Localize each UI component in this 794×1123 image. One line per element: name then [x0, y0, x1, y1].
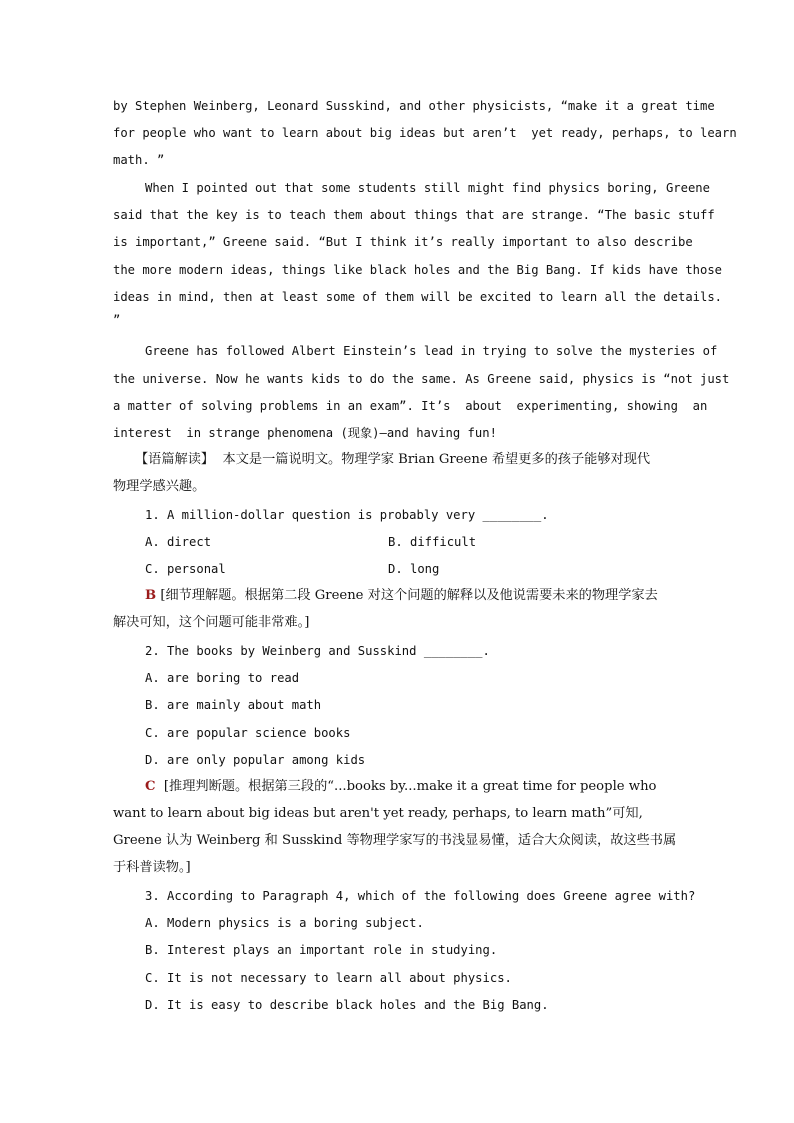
explanation-text: 于科普读物。] [113, 860, 191, 875]
passage-line: the universe. Now he wants kids to do the same. As Greene said, physics is “not just [113, 372, 730, 386]
passage-line: ” [113, 313, 121, 327]
passage-line: a matter of solving problems in an exam”. It’s about experimenting, showing an [113, 399, 708, 413]
answer-explanation [145, 588, 681, 604]
option-c: C. personal [145, 562, 226, 576]
option-d: D. It is easy to describe black holes and the Big Bang. [145, 998, 549, 1012]
option-b: B. Interest plays an important role in studying. [145, 943, 498, 957]
passage-line: the more modern ideas, things like black holes and the Big Bang. If kids have those [113, 263, 723, 277]
option-b: B. difficult [388, 535, 477, 549]
question-stem: 2. The books by Weinberg and Susskind ________. [145, 644, 490, 658]
option-d: D. are only popular among kids [145, 753, 366, 767]
option-b: B. are mainly about math [145, 698, 322, 712]
option-a: A. are boring to read [145, 671, 300, 685]
option-c: C. are popular science books [145, 726, 351, 740]
question-stem: 1. A million-dollar question is probably very ________. [145, 508, 549, 522]
passage-line: interest in strange phenomena (现象)—and having fun! [113, 426, 497, 440]
analysis-text: 物理学感兴趣。 [113, 479, 206, 494]
explanation-text: 解决可知，这个问题可能非常难。] [113, 615, 310, 630]
answer-explanation [145, 779, 681, 795]
passage-line: ideas in mind, then at least some of them will be excited to learn all the details. [113, 290, 723, 304]
option-c: C. It is not necessary to learn all about physics. [145, 971, 512, 985]
answer-letter: B [145, 588, 157, 603]
question-stem: 3. According to Paragraph 4, which of the following does Greene agree with? [145, 889, 696, 903]
option-a: A. Modern physics is a boring subject. [145, 916, 424, 930]
passage-line: math. ” [113, 153, 165, 167]
explanation-text: Greene 认为 Weinberg 和 Susskind 等物理学家写的书浅显易懂，适合大众阅读，故这些书属 [113, 833, 677, 848]
answer-letter: C [145, 779, 156, 794]
passage-line: by Stephen Weinberg, Leonard Susskind, and other physicists, “make it a great time [113, 99, 715, 113]
explanation-text: [推理判断题。根据第三段的“...books by...make it a great time for people who [155, 779, 657, 794]
option-a: A. direct [145, 535, 212, 549]
explanation-text: want to learn about big ideas but aren't yet ready, perhaps, to learn math”可知, [113, 806, 643, 821]
option-d: D. long [388, 562, 440, 576]
passage-line: for people who want to learn about big ideas but aren’t yet ready, perhaps, to learn [113, 126, 737, 140]
passage-analysis [135, 452, 671, 468]
analysis-text: 本文是一篇说明文。物理学家 Brian Greene 希望更多的孩子能够对现代 [214, 452, 651, 467]
explanation-text: [细节理解题。根据第二段 Greene 对这个问题的解释以及他说需要未来的物理学家去 [156, 588, 658, 603]
passage-line: When I pointed out that some students still might find physics boring, Greene [145, 181, 710, 195]
analysis-tag: 【语篇解读】 [135, 452, 215, 467]
passage-line: Greene has followed Albert Einstein’s lead in trying to solve the mysteries of [145, 344, 718, 358]
passage-line: said that the key is to teach them about things that are strange. “The basic stuff [113, 208, 715, 222]
passage-line: is important,” Greene said. “But I think it’s really important to also describe [113, 235, 693, 249]
